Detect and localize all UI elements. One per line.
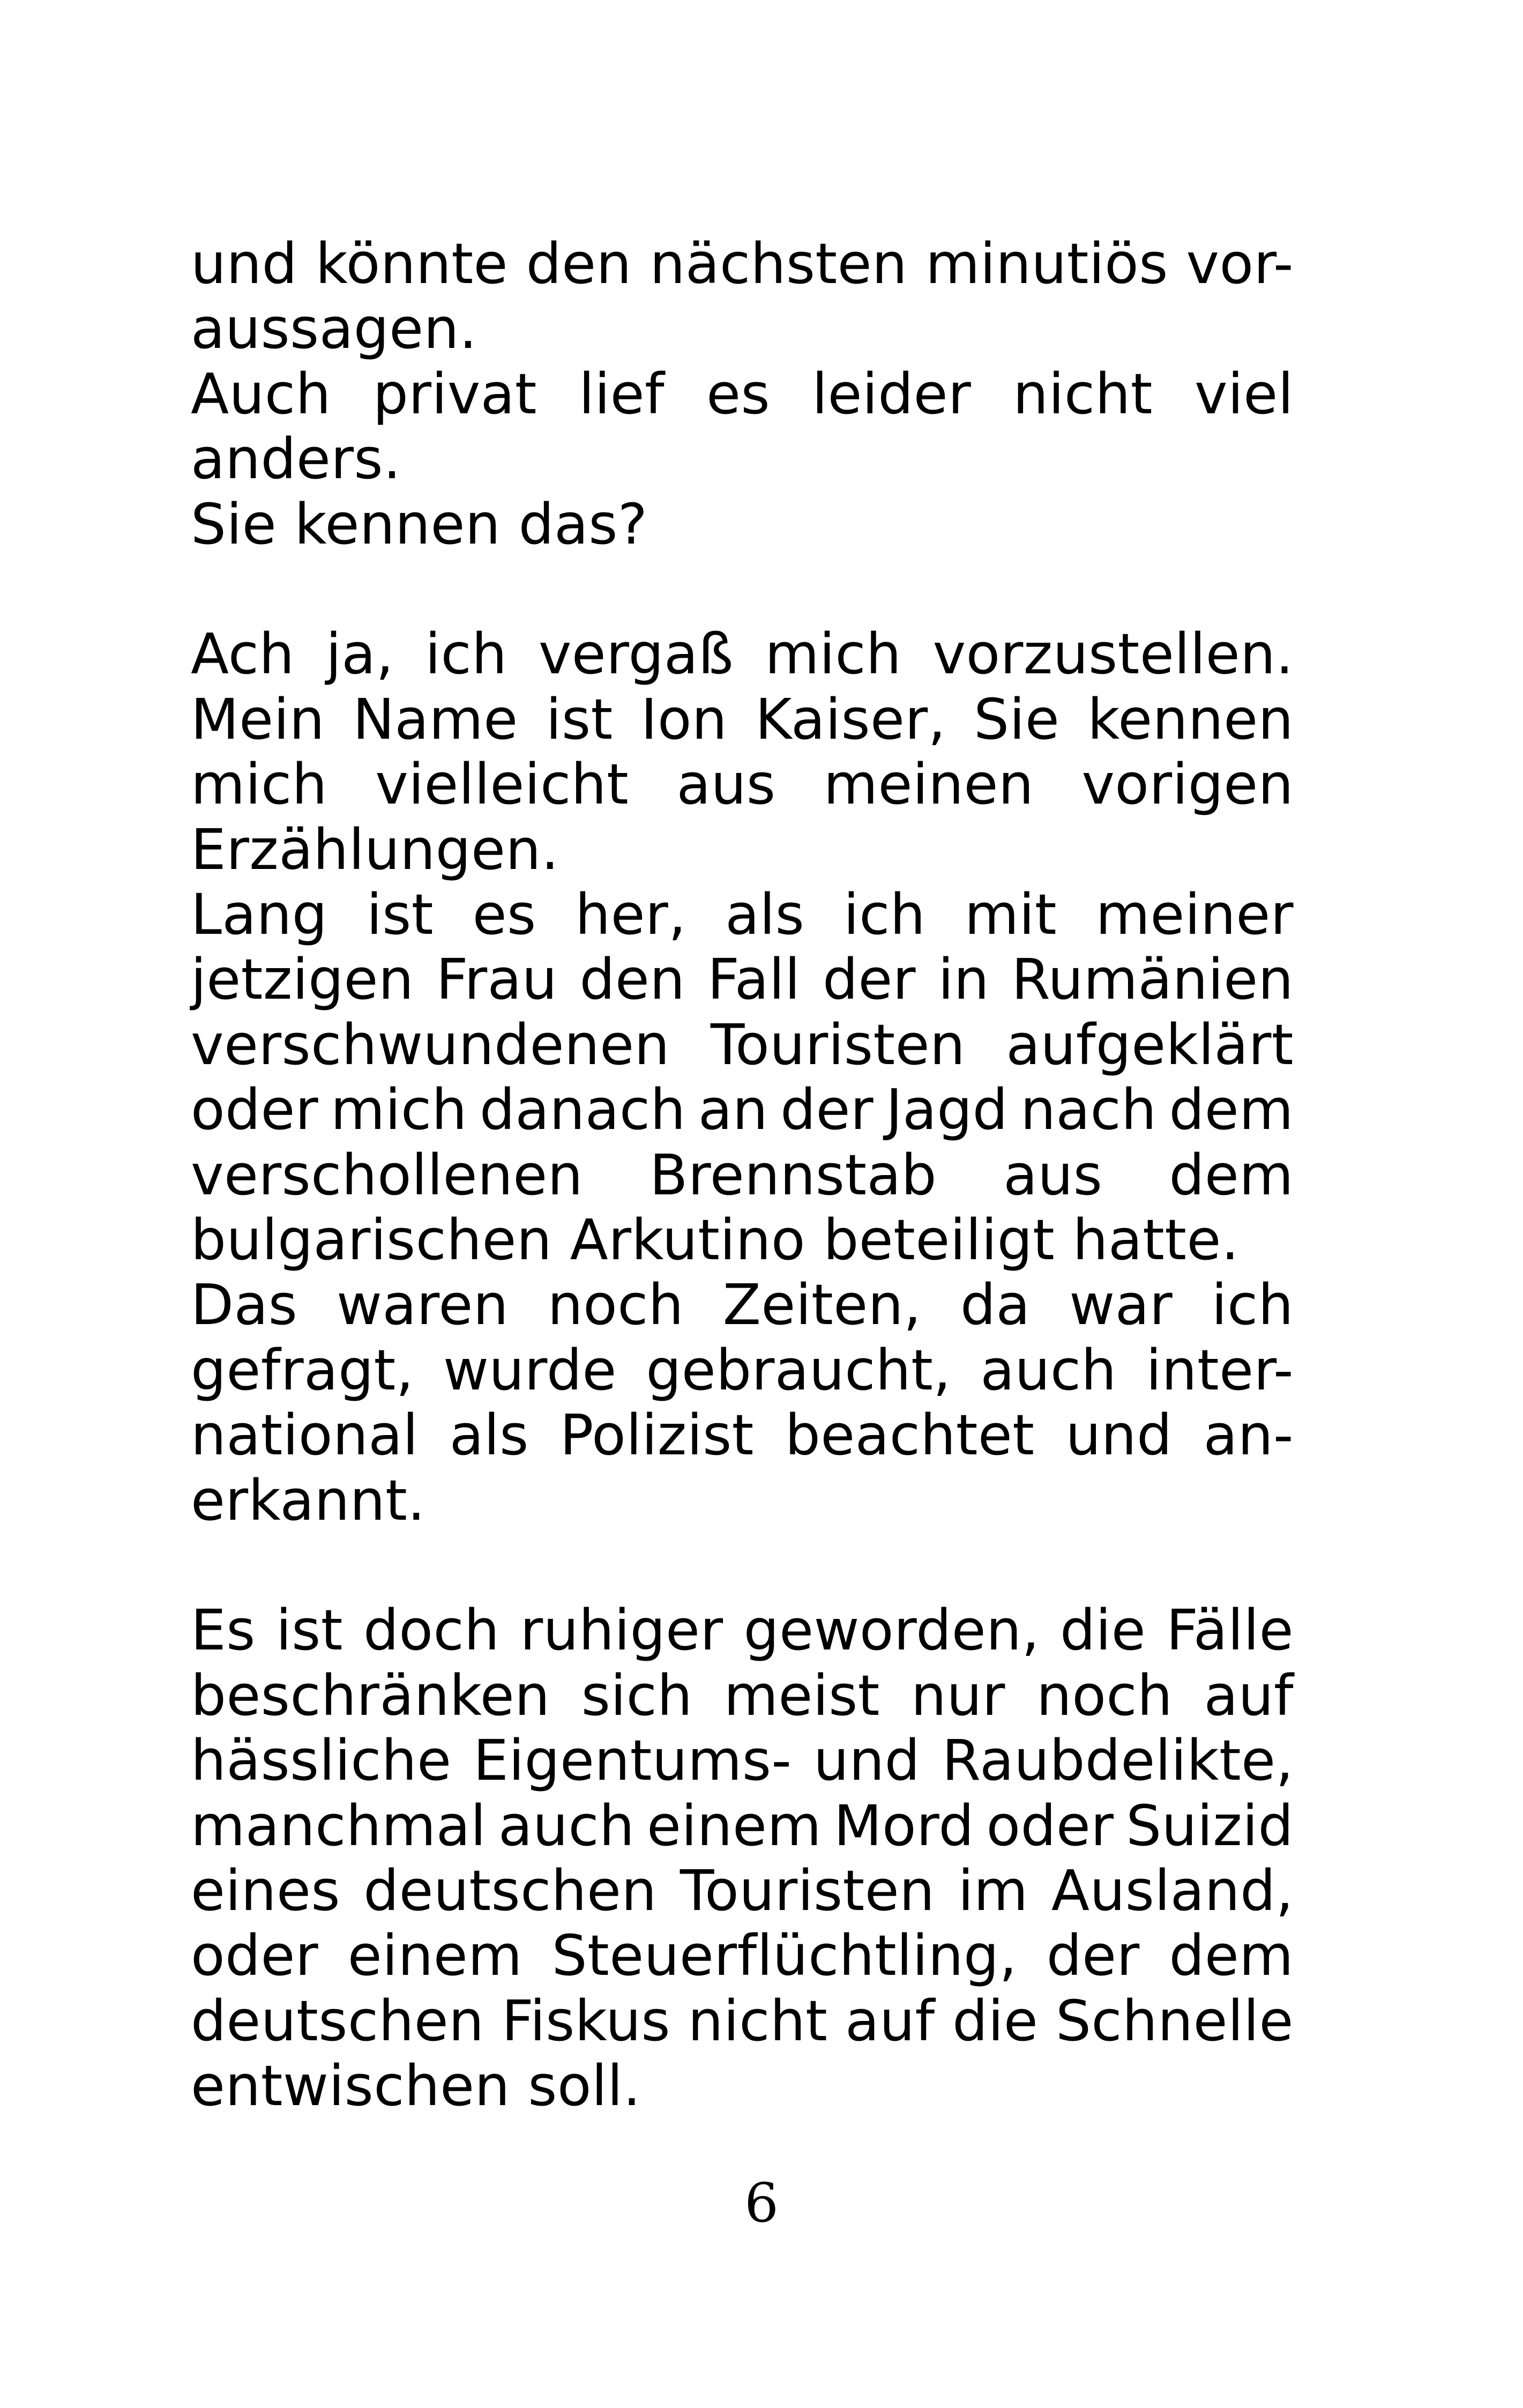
text-line: bulgarischen Arkutino beteiligt hatte. [191,1207,1240,1273]
text-line: Lang ist es her, als ich mit meiner [191,882,1294,947]
text-line: national als Polizist beachtet und an- [191,1402,1294,1468]
text-line: Auch privat lief es leider nicht viel [191,361,1294,427]
text-line: verschollenen Brennstab aus dem [191,1142,1294,1208]
text-line: eines deutschen Touristen im Ausland, [191,1858,1294,1923]
text-line: Ach ja, ich vergaß mich vorzustellen. [191,621,1294,687]
text-line: deutschen Fiskus nicht auf die Schnelle [191,1988,1294,2054]
text-line: mich vielleicht aus meinen vorigen [191,752,1294,817]
text-line: manchmal auch einem Mord oder Suizid [191,1793,1294,1859]
text-line: Sie kennen das? [191,492,648,557]
text-line: und könnte den nächsten minutiös vor- [191,231,1294,296]
text-line: gefragt, wurde gebraucht, auch inter- [191,1337,1294,1403]
text-line: anders. [191,426,401,492]
text-line: Das waren noch Zeiten, da war ich [191,1272,1294,1337]
text-line: entwischen soll. [191,2053,641,2119]
text-line: jetzigen Frau den Fall der in Rumänien [191,947,1294,1012]
text-line: oder einem Steuerflüchtling, der dem [191,1923,1294,1988]
text-line: beschränken sich meist nur noch auf [191,1663,1294,1728]
text-line: Mein Name ist Ion Kaiser, Sie kennen [191,687,1294,752]
text-line: hässliche Eigentums- und Raubdelikte, [191,1728,1294,1793]
text-line: erkannt. [191,1468,425,1533]
text-line: oder mich danach an der Jagd nach dem [191,1077,1294,1142]
text-line: aussagen. [191,296,477,361]
page-number: 6 [744,2172,779,2234]
text-line: verschwundenen Touristen aufgeklärt [191,1012,1294,1077]
text-line: Erzählungen. [191,817,559,882]
text-line: Es ist doch ruhiger geworden, die Fälle [191,1597,1294,1663]
